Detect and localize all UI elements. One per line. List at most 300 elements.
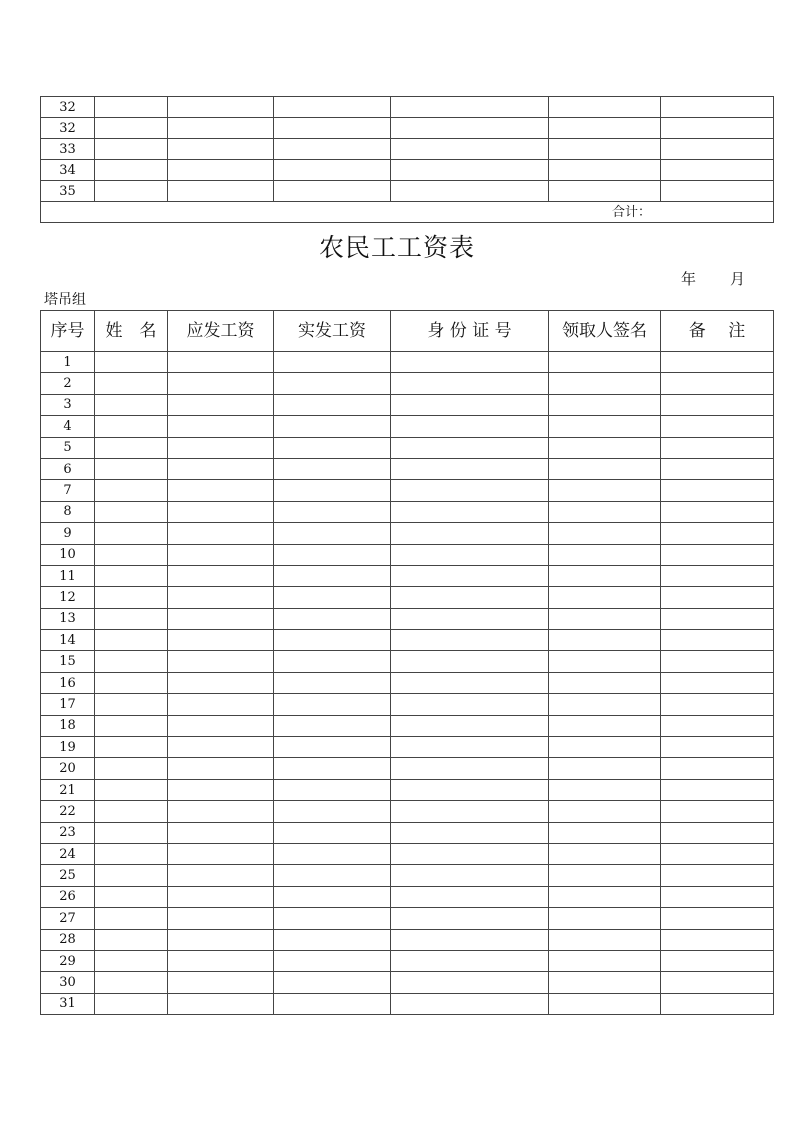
seq-cell: 18 (41, 715, 95, 736)
id-number-cell (391, 694, 549, 715)
year-label: 年 (681, 270, 697, 288)
table-row (41, 865, 774, 886)
gross-wage-cell (168, 523, 274, 544)
remark-cell (661, 694, 774, 715)
signature-cell (549, 651, 661, 672)
name-cell (95, 651, 168, 672)
remark-cell (661, 865, 774, 886)
id-number-cell (391, 651, 549, 672)
seq-cell: 33 (41, 139, 95, 160)
gross-wage-cell (168, 373, 274, 394)
net-wage-cell (274, 908, 391, 929)
signature-cell (549, 801, 661, 822)
net-wage-cell (274, 160, 391, 181)
name-cell (95, 501, 168, 522)
seq-cell: 11 (41, 565, 95, 586)
seq-cell: 35 (41, 181, 95, 202)
remark-cell (661, 886, 774, 907)
id-number-cell (391, 993, 549, 1014)
id-number-cell (391, 908, 549, 929)
seq-cell: 13 (41, 608, 95, 629)
remark-cell (661, 651, 774, 672)
id-number-cell (391, 352, 549, 373)
remark-cell (661, 630, 774, 651)
signature-cell (549, 501, 661, 522)
remark-cell (661, 972, 774, 993)
table-row (41, 651, 774, 672)
net-wage-cell (274, 501, 391, 522)
continuation-table (40, 96, 774, 223)
table-row (41, 394, 774, 415)
name-cell (95, 737, 168, 758)
table-row (41, 694, 774, 715)
id-number-cell (391, 523, 549, 544)
table-row (41, 758, 774, 779)
net-wage-cell (274, 737, 391, 758)
name-cell (95, 908, 168, 929)
name-cell (95, 416, 168, 437)
net-wage-cell (274, 993, 391, 1014)
name-cell (95, 715, 168, 736)
id-number-cell (391, 587, 549, 608)
name-cell (95, 779, 168, 800)
signature-cell (549, 352, 661, 373)
net-wage-cell (274, 373, 391, 394)
gross-wage-cell (168, 416, 274, 437)
id-number-cell (391, 822, 549, 843)
id-number-cell (391, 737, 549, 758)
table-row (41, 437, 774, 458)
signature-cell (549, 416, 661, 437)
seq-cell: 27 (41, 908, 95, 929)
seq-cell: 15 (41, 651, 95, 672)
signature-cell (549, 715, 661, 736)
wage-table (40, 310, 774, 1015)
net-wage-cell (274, 801, 391, 822)
id-number-cell (391, 160, 549, 181)
signature-cell (549, 950, 661, 971)
name-cell (95, 565, 168, 586)
id-number-cell (391, 394, 549, 415)
id-number-cell (391, 416, 549, 437)
net-wage-cell (274, 779, 391, 800)
remark-cell (661, 97, 774, 118)
seq-cell: 22 (41, 801, 95, 822)
signature-cell (549, 972, 661, 993)
name-cell (95, 587, 168, 608)
net-wage-cell (274, 672, 391, 693)
remark-cell (661, 352, 774, 373)
signature-cell (549, 458, 661, 479)
remark-cell (661, 950, 774, 971)
seq-cell: 25 (41, 865, 95, 886)
remark-cell (661, 758, 774, 779)
id-number-cell (391, 608, 549, 629)
net-wage-cell (274, 139, 391, 160)
header-gross-wage: 应发工资 (168, 311, 274, 352)
net-wage-cell (274, 630, 391, 651)
name-cell (95, 972, 168, 993)
total-label: 合计： (41, 202, 774, 223)
net-wage-cell (274, 394, 391, 415)
signature-cell (549, 779, 661, 800)
gross-wage-cell (168, 352, 274, 373)
remark-cell (661, 139, 774, 160)
id-number-cell (391, 886, 549, 907)
name-cell (95, 672, 168, 693)
signature-cell (549, 737, 661, 758)
gross-wage-cell (168, 950, 274, 971)
signature-cell (549, 97, 661, 118)
table-row (41, 118, 774, 139)
net-wage-cell (274, 181, 391, 202)
net-wage-cell (274, 651, 391, 672)
remark-cell (661, 608, 774, 629)
gross-wage-cell (168, 565, 274, 586)
header-remark: 备 注 (661, 311, 774, 352)
table-row (41, 950, 774, 971)
group-label: 塔吊组 (44, 292, 86, 308)
net-wage-cell (274, 865, 391, 886)
seq-cell: 31 (41, 993, 95, 1014)
net-wage-cell (274, 843, 391, 864)
table-row (41, 352, 774, 373)
seq-cell: 24 (41, 843, 95, 864)
gross-wage-cell (168, 630, 274, 651)
seq-cell: 4 (41, 416, 95, 437)
net-wage-cell (274, 972, 391, 993)
table-row (41, 630, 774, 651)
signature-cell (549, 480, 661, 501)
gross-wage-cell (168, 139, 274, 160)
seq-cell: 19 (41, 737, 95, 758)
id-number-cell (391, 181, 549, 202)
gross-wage-cell (168, 480, 274, 501)
gross-wage-cell (168, 501, 274, 522)
remark-cell (661, 737, 774, 758)
gross-wage-cell (168, 822, 274, 843)
gross-wage-cell (168, 458, 274, 479)
remark-cell (661, 501, 774, 522)
gross-wage-cell (168, 908, 274, 929)
gross-wage-cell (168, 394, 274, 415)
seq-cell: 26 (41, 886, 95, 907)
remark-cell (661, 181, 774, 202)
table-row (41, 908, 774, 929)
table-row (41, 822, 774, 843)
net-wage-cell (274, 523, 391, 544)
id-number-cell (391, 373, 549, 394)
gross-wage-cell (168, 865, 274, 886)
id-number-cell (391, 630, 549, 651)
remark-cell (661, 843, 774, 864)
gross-wage-cell (168, 886, 274, 907)
table-row (41, 565, 774, 586)
remark-cell (661, 394, 774, 415)
seq-cell: 8 (41, 501, 95, 522)
remark-cell (661, 715, 774, 736)
seq-cell: 10 (41, 544, 95, 565)
seq-cell: 28 (41, 929, 95, 950)
id-number-cell (391, 97, 549, 118)
net-wage-cell (274, 544, 391, 565)
table-row (41, 373, 774, 394)
id-number-cell (391, 779, 549, 800)
gross-wage-cell (168, 160, 274, 181)
signature-cell (549, 908, 661, 929)
name-cell (95, 458, 168, 479)
name-cell (95, 865, 168, 886)
name-cell (95, 758, 168, 779)
table-row (41, 843, 774, 864)
month-label: 月 (730, 270, 746, 288)
net-wage-cell (274, 458, 391, 479)
id-number-cell (391, 565, 549, 586)
gross-wage-cell (168, 758, 274, 779)
name-cell (95, 160, 168, 181)
id-number-cell (391, 929, 549, 950)
seq-cell: 3 (41, 394, 95, 415)
seq-cell: 2 (41, 373, 95, 394)
page-title: 农民工工资表 (318, 233, 475, 262)
name-cell (95, 929, 168, 950)
signature-cell (549, 437, 661, 458)
signature-cell (549, 565, 661, 586)
header-signature: 领取人签名 (549, 311, 661, 352)
table-row (41, 672, 774, 693)
table-row (41, 972, 774, 993)
remark-cell (661, 587, 774, 608)
remark-cell (661, 118, 774, 139)
remark-cell (661, 822, 774, 843)
gross-wage-cell (168, 118, 274, 139)
signature-cell (549, 139, 661, 160)
gross-wage-cell (168, 737, 274, 758)
table-row (41, 160, 774, 181)
name-cell (95, 97, 168, 118)
id-number-cell (391, 480, 549, 501)
signature-cell (549, 630, 661, 651)
name-cell (95, 373, 168, 394)
name-cell (95, 630, 168, 651)
signature-cell (549, 118, 661, 139)
remark-cell (661, 779, 774, 800)
remark-cell (661, 908, 774, 929)
name-cell (95, 993, 168, 1014)
name-cell (95, 118, 168, 139)
table-row (41, 501, 774, 522)
table-row (41, 181, 774, 202)
table-row (41, 544, 774, 565)
name-cell (95, 394, 168, 415)
table-row (41, 715, 774, 736)
gross-wage-cell (168, 544, 274, 565)
seq-cell: 6 (41, 458, 95, 479)
header-id-number: 身 份 证 号 (391, 311, 549, 352)
seq-cell: 7 (41, 480, 95, 501)
id-number-cell (391, 715, 549, 736)
signature-cell (549, 843, 661, 864)
table-row (41, 886, 774, 907)
remark-cell (661, 373, 774, 394)
gross-wage-cell (168, 437, 274, 458)
gross-wage-cell (168, 715, 274, 736)
name-cell (95, 139, 168, 160)
seq-cell: 20 (41, 758, 95, 779)
remark-cell (661, 160, 774, 181)
net-wage-cell (274, 587, 391, 608)
seq-cell: 32 (41, 97, 95, 118)
table-row (41, 779, 774, 800)
id-number-cell (391, 758, 549, 779)
name-cell (95, 523, 168, 544)
net-wage-cell (274, 715, 391, 736)
remark-cell (661, 993, 774, 1014)
gross-wage-cell (168, 672, 274, 693)
signature-cell (549, 993, 661, 1014)
net-wage-cell (274, 480, 391, 501)
net-wage-cell (274, 352, 391, 373)
name-cell (95, 608, 168, 629)
name-cell (95, 352, 168, 373)
table-row (41, 737, 774, 758)
header-name: 姓 名 (95, 311, 168, 352)
remark-cell (661, 672, 774, 693)
net-wage-cell (274, 565, 391, 586)
signature-cell (549, 608, 661, 629)
id-number-cell (391, 672, 549, 693)
signature-cell (549, 373, 661, 394)
name-cell (95, 950, 168, 971)
id-number-cell (391, 139, 549, 160)
net-wage-cell (274, 950, 391, 971)
gross-wage-cell (168, 779, 274, 800)
id-number-cell (391, 501, 549, 522)
name-cell (95, 843, 168, 864)
remark-cell (661, 929, 774, 950)
remark-cell (661, 523, 774, 544)
id-number-cell (391, 801, 549, 822)
seq-cell: 16 (41, 672, 95, 693)
gross-wage-cell (168, 801, 274, 822)
name-cell (95, 181, 168, 202)
id-number-cell (391, 865, 549, 886)
table-row (41, 139, 774, 160)
net-wage-cell (274, 822, 391, 843)
signature-cell (549, 544, 661, 565)
net-wage-cell (274, 416, 391, 437)
table-row (41, 458, 774, 479)
net-wage-cell (274, 608, 391, 629)
seq-cell: 9 (41, 523, 95, 544)
id-number-cell (391, 950, 549, 971)
table-row (41, 801, 774, 822)
signature-cell (549, 394, 661, 415)
remark-cell (661, 458, 774, 479)
signature-cell (549, 523, 661, 544)
seq-cell: 32 (41, 118, 95, 139)
remark-cell (661, 437, 774, 458)
name-cell (95, 437, 168, 458)
gross-wage-cell (168, 608, 274, 629)
remark-cell (661, 801, 774, 822)
name-cell (95, 544, 168, 565)
net-wage-cell (274, 118, 391, 139)
id-number-cell (391, 843, 549, 864)
id-number-cell (391, 437, 549, 458)
table-row (41, 97, 774, 118)
gross-wage-cell (168, 694, 274, 715)
signature-cell (549, 160, 661, 181)
remark-cell (661, 565, 774, 586)
gross-wage-cell (168, 843, 274, 864)
remark-cell (661, 416, 774, 437)
name-cell (95, 480, 168, 501)
gross-wage-cell (168, 972, 274, 993)
table-row (41, 480, 774, 501)
name-cell (95, 801, 168, 822)
signature-cell (549, 865, 661, 886)
signature-cell (549, 181, 661, 202)
id-number-cell (391, 458, 549, 479)
table-row (41, 993, 774, 1014)
signature-cell (549, 758, 661, 779)
net-wage-cell (274, 694, 391, 715)
table-row (41, 929, 774, 950)
table-header-row (41, 311, 774, 352)
seq-cell: 17 (41, 694, 95, 715)
net-wage-cell (274, 886, 391, 907)
signature-cell (549, 587, 661, 608)
net-wage-cell (274, 437, 391, 458)
gross-wage-cell (168, 651, 274, 672)
remark-cell (661, 544, 774, 565)
table-row (41, 587, 774, 608)
name-cell (95, 822, 168, 843)
net-wage-cell (274, 97, 391, 118)
gross-wage-cell (168, 587, 274, 608)
seq-cell: 23 (41, 822, 95, 843)
seq-cell: 21 (41, 779, 95, 800)
table-row (41, 523, 774, 544)
gross-wage-cell (168, 97, 274, 118)
seq-cell: 12 (41, 587, 95, 608)
seq-cell: 14 (41, 630, 95, 651)
table-row (41, 608, 774, 629)
signature-cell (549, 672, 661, 693)
name-cell (95, 886, 168, 907)
seq-cell: 30 (41, 972, 95, 993)
id-number-cell (391, 972, 549, 993)
id-number-cell (391, 118, 549, 139)
seq-cell: 5 (41, 437, 95, 458)
net-wage-cell (274, 929, 391, 950)
header-seq: 序号 (41, 311, 95, 352)
header-net-wage: 实发工资 (274, 311, 391, 352)
name-cell (95, 694, 168, 715)
seq-cell: 1 (41, 352, 95, 373)
gross-wage-cell (168, 181, 274, 202)
signature-cell (549, 822, 661, 843)
gross-wage-cell (168, 929, 274, 950)
seq-cell: 34 (41, 160, 95, 181)
remark-cell (661, 480, 774, 501)
signature-cell (549, 886, 661, 907)
id-number-cell (391, 544, 549, 565)
signature-cell (549, 694, 661, 715)
gross-wage-cell (168, 993, 274, 1014)
signature-cell (549, 929, 661, 950)
